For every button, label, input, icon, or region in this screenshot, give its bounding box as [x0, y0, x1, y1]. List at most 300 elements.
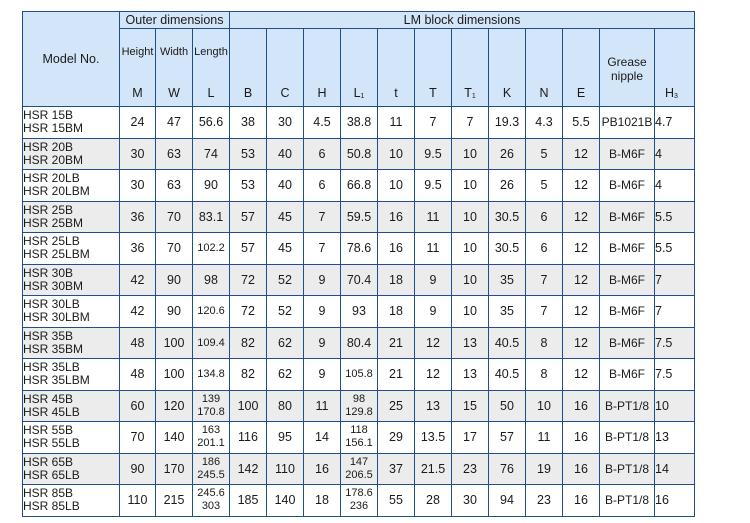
- k-symbol: K: [502, 86, 512, 100]
- l1-cell: [341, 201, 378, 233]
- l-value-line: 303: [201, 500, 221, 513]
- length-cell: [193, 485, 230, 517]
- T-cell: 13: [415, 390, 452, 422]
- w-cell: 120: [156, 390, 193, 422]
- model-cell: [23, 422, 120, 454]
- N-cell: 6: [526, 201, 563, 233]
- model-cell: [23, 296, 120, 328]
- l1-cell: [341, 359, 378, 391]
- model-value-line: HSR 85LB: [23, 499, 80, 514]
- grease-label-line1: Grease: [607, 55, 647, 69]
- h3-cell: 4.7: [655, 107, 695, 139]
- l1-value-line: 38.8: [346, 115, 372, 130]
- length-cell: [193, 233, 230, 265]
- T1-cell: 15: [452, 390, 489, 422]
- h-cell: 16: [304, 453, 341, 485]
- length-cell: [193, 201, 230, 233]
- E-cell: 5.5: [563, 107, 600, 139]
- m-symbol: M: [132, 86, 143, 100]
- T-cell: 11: [415, 201, 452, 233]
- table-row: [23, 138, 695, 170]
- E-cell: 16: [563, 453, 600, 485]
- N-cell: 6: [526, 233, 563, 265]
- l1-cell: [341, 485, 378, 517]
- l1-letter: L: [353, 86, 361, 100]
- h-cell: 9: [304, 296, 341, 328]
- h3-cell: 7.5: [655, 359, 695, 391]
- w-cell: 170: [156, 453, 193, 485]
- l-value-line: 98: [204, 272, 218, 287]
- table-row: [23, 485, 695, 517]
- K-cell: 40.5: [489, 359, 526, 391]
- grease-nipple-cell: B-M6F: [600, 170, 655, 202]
- K-cell: 26: [489, 138, 526, 170]
- E-cell: 16: [563, 390, 600, 422]
- K-cell: 30.5: [489, 201, 526, 233]
- model-value-line: HSR 25BM: [23, 215, 84, 230]
- m-cell: 70: [120, 422, 156, 454]
- E-cell: 12: [563, 359, 600, 391]
- w-cell: 90: [156, 296, 193, 328]
- length-cell: [193, 453, 230, 485]
- l-value-line: 245.6: [197, 487, 225, 500]
- header-column-row: [23, 29, 695, 107]
- outer-dimensions-group-header: Outer dimensions: [120, 12, 230, 29]
- K-cell: 30.5: [489, 233, 526, 265]
- h-cell: 6: [304, 170, 341, 202]
- h-header: [304, 29, 341, 107]
- width-label: Width: [159, 46, 189, 58]
- header-group-row: [23, 12, 695, 29]
- model-value-line: HSR 15BM: [23, 121, 84, 136]
- model-cell: [23, 138, 120, 170]
- N-cell: 10: [526, 390, 563, 422]
- w-cell: 140: [156, 422, 193, 454]
- t-cell: 25: [378, 390, 415, 422]
- N-cell: 8: [526, 327, 563, 359]
- t-cell: 18: [378, 264, 415, 296]
- l-value-line: 56.6: [198, 115, 224, 130]
- l-value-line: 109.4: [197, 336, 225, 349]
- T1-letter: T: [464, 86, 472, 100]
- l1-cell: [341, 138, 378, 170]
- l1-symbol: [341, 86, 377, 100]
- model-cell: [23, 107, 120, 139]
- model-value-line: HSR 55B: [23, 423, 74, 438]
- l1-cell: [341, 327, 378, 359]
- T-cell: 9.5: [415, 138, 452, 170]
- h3-letter: H: [665, 86, 675, 100]
- h-cell: 14: [304, 422, 341, 454]
- model-value-line: HSR 35LBM: [23, 373, 90, 388]
- l-value-line: 186: [201, 455, 221, 468]
- w-cell: 100: [156, 359, 193, 391]
- model-column-header: Model No.: [23, 12, 120, 107]
- t-cell: 10: [378, 170, 415, 202]
- h-cell: 9: [304, 327, 341, 359]
- c-cell: 40: [267, 138, 304, 170]
- l1-value-line: 147: [349, 455, 369, 468]
- length-cell: [193, 170, 230, 202]
- E-cell: 12: [563, 138, 600, 170]
- T-cell: 12: [415, 359, 452, 391]
- h3-cell: 5.5: [655, 201, 695, 233]
- model-cell: [23, 201, 120, 233]
- l-value-line: 134.8: [197, 368, 225, 381]
- m-cell: 42: [120, 264, 156, 296]
- table-row: [23, 422, 695, 454]
- c-cell: 45: [267, 201, 304, 233]
- c-cell: 140: [267, 485, 304, 517]
- grease-nipple-cell: PB1021B: [600, 107, 655, 139]
- m-cell: 42: [120, 296, 156, 328]
- table-row: [23, 453, 695, 485]
- table-row: [23, 264, 695, 296]
- l1-value-line: 98: [352, 392, 366, 405]
- m-cell: 48: [120, 359, 156, 391]
- h3-cell: 4: [655, 138, 695, 170]
- T1-symbol: [452, 86, 488, 100]
- h-cell: 18: [304, 485, 341, 517]
- model-cell: [23, 390, 120, 422]
- model-value-line: HSR 35LB: [23, 360, 80, 375]
- model-value-line: HSR 65B: [23, 454, 74, 469]
- m-cell: 48: [120, 327, 156, 359]
- T1-cell: 30: [452, 485, 489, 517]
- t-cell: 16: [378, 233, 415, 265]
- T-symbol: T: [429, 86, 437, 100]
- l-symbol: L: [207, 86, 215, 100]
- c-cell: 40: [267, 170, 304, 202]
- h-cell: 7: [304, 201, 341, 233]
- T-cell: 9: [415, 264, 452, 296]
- T1-subscript: 1: [471, 93, 476, 100]
- l-value-line: 102.2: [197, 242, 225, 255]
- grease-nipple-cell: B-M6F: [600, 201, 655, 233]
- h3-cell: 7: [655, 296, 695, 328]
- h3-header: [655, 29, 695, 107]
- K-cell: 19.3: [489, 107, 526, 139]
- T1-cell: 23: [452, 453, 489, 485]
- l1-cell: [341, 264, 378, 296]
- grease-nipple-cell: B-M6F: [600, 233, 655, 265]
- T-cell: 11: [415, 233, 452, 265]
- h-cell: 11: [304, 390, 341, 422]
- b-cell: 100: [230, 390, 267, 422]
- h3-cell: 4: [655, 170, 695, 202]
- n-symbol: N: [539, 86, 549, 100]
- k-header: [489, 29, 526, 107]
- m-cell: 110: [120, 485, 156, 517]
- l1-value-line: 59.5: [346, 209, 372, 224]
- c-cell: 62: [267, 359, 304, 391]
- h-cell: 6: [304, 138, 341, 170]
- model-value-line: HSR 65LB: [23, 467, 80, 482]
- E-cell: 16: [563, 485, 600, 517]
- table-row: [23, 233, 695, 265]
- h3-cell: 7: [655, 264, 695, 296]
- c-cell: 80: [267, 390, 304, 422]
- m-cell: 24: [120, 107, 156, 139]
- grease-nipple-cell: B-M6F: [600, 327, 655, 359]
- c-cell: 62: [267, 327, 304, 359]
- h-cell: 4.5: [304, 107, 341, 139]
- model-value-line: HSR 85B: [23, 486, 74, 501]
- c-cell: 95: [267, 422, 304, 454]
- l-value-line: 245.5: [197, 468, 225, 481]
- c-cell: 45: [267, 233, 304, 265]
- h3-cell: 14: [655, 453, 695, 485]
- l1-cell: [341, 170, 378, 202]
- l1-value-line: 93: [352, 304, 366, 319]
- E-cell: 16: [563, 422, 600, 454]
- l1-cell: [341, 107, 378, 139]
- l-value-line: 120.6: [197, 305, 225, 318]
- N-cell: 5: [526, 138, 563, 170]
- table-row: [23, 296, 695, 328]
- length-cell: [193, 390, 230, 422]
- b-cell: 116: [230, 422, 267, 454]
- t-cell: 11: [378, 107, 415, 139]
- w-cell: 47: [156, 107, 193, 139]
- model-value-line: HSR 15B: [23, 108, 74, 123]
- length-cell: [193, 359, 230, 391]
- t-header: [378, 29, 415, 107]
- length-cell: [193, 422, 230, 454]
- N-cell: 23: [526, 485, 563, 517]
- T1-cell: 13: [452, 327, 489, 359]
- T1-cell: 17: [452, 422, 489, 454]
- grease-nipple-header: [600, 29, 655, 107]
- width-header: [156, 29, 193, 107]
- b-cell: 72: [230, 296, 267, 328]
- model-value-line: HSR 20BM: [23, 152, 84, 167]
- t-cell: 10: [378, 138, 415, 170]
- t-cell: 16: [378, 201, 415, 233]
- l-value-line: 90: [204, 178, 218, 193]
- t-cell: 29: [378, 422, 415, 454]
- b-cell: 57: [230, 233, 267, 265]
- E-cell: 12: [563, 170, 600, 202]
- E-cell: 12: [563, 264, 600, 296]
- model-value-line: HSR 55LB: [23, 436, 80, 451]
- T-cell: 28: [415, 485, 452, 517]
- h-cell: 9: [304, 264, 341, 296]
- T1-cell: 10: [452, 264, 489, 296]
- length-header: [193, 29, 230, 107]
- b-cell: 82: [230, 359, 267, 391]
- l1-cell: [341, 296, 378, 328]
- h3-symbol: [655, 86, 694, 100]
- t-symbol: t: [394, 86, 398, 100]
- m-cell: 30: [120, 138, 156, 170]
- l1-header: [341, 29, 378, 107]
- l1-cell: [341, 422, 378, 454]
- l1-cell: [341, 233, 378, 265]
- l-value-line: 170.8: [197, 405, 225, 418]
- table-row: [23, 107, 695, 139]
- h3-cell: 5.5: [655, 233, 695, 265]
- N-cell: 8: [526, 359, 563, 391]
- w-cell: 70: [156, 201, 193, 233]
- model-value-line: HSR 25LBM: [23, 247, 90, 262]
- l-value-line: 74: [204, 146, 218, 161]
- b-cell: 57: [230, 201, 267, 233]
- b-cell: 142: [230, 453, 267, 485]
- model-value-line: HSR 20LBM: [23, 184, 90, 199]
- height-header: [120, 29, 156, 107]
- b-cell: 72: [230, 264, 267, 296]
- model-cell: [23, 327, 120, 359]
- l1-subscript: 1: [360, 93, 365, 100]
- N-cell: 7: [526, 264, 563, 296]
- T-cell: 13.5: [415, 422, 452, 454]
- N-cell: 4.3: [526, 107, 563, 139]
- height-label: Height: [121, 46, 154, 58]
- model-cell: [23, 485, 120, 517]
- grease-nipple-cell: B-M6F: [600, 359, 655, 391]
- length-cell: [193, 138, 230, 170]
- N-cell: 5: [526, 170, 563, 202]
- b-cell: 53: [230, 170, 267, 202]
- T-cell: 7: [415, 107, 452, 139]
- model-value-line: HSR 45B: [23, 391, 74, 406]
- K-cell: 35: [489, 296, 526, 328]
- T1-cell: 10: [452, 233, 489, 265]
- grease-label-line2: nipple: [610, 69, 644, 83]
- model-cell: [23, 264, 120, 296]
- model-cell: [23, 453, 120, 485]
- N-cell: 19: [526, 453, 563, 485]
- grease-nipple-cell: B-M6F: [600, 138, 655, 170]
- c-cell: 52: [267, 296, 304, 328]
- t-cell: 21: [378, 327, 415, 359]
- model-value-line: HSR 30LBM: [23, 310, 90, 325]
- model-value-line: HSR 30LB: [23, 297, 80, 312]
- N-cell: 11: [526, 422, 563, 454]
- h3-cell: 10: [655, 390, 695, 422]
- w-cell: 215: [156, 485, 193, 517]
- l1-value-line: 156.1: [345, 437, 373, 450]
- K-cell: 94: [489, 485, 526, 517]
- l1-value-line: 236: [349, 500, 369, 513]
- b-cell: 53: [230, 138, 267, 170]
- E-cell: 12: [563, 327, 600, 359]
- h3-subscript: 3: [674, 93, 678, 100]
- K-cell: 57: [489, 422, 526, 454]
- model-value-line: HSR 25LB: [23, 234, 80, 249]
- c-header: [267, 29, 304, 107]
- table-header: [23, 12, 695, 107]
- table-row: [23, 359, 695, 391]
- model-value-line: HSR 45LB: [23, 404, 80, 419]
- grease-nipple-cell: B-M6F: [600, 264, 655, 296]
- t-cell: 21: [378, 359, 415, 391]
- h3-cell: 7.5: [655, 327, 695, 359]
- l1-value-line: 206.5: [345, 468, 373, 481]
- model-value-line: HSR 35B: [23, 328, 74, 343]
- l-value-line: 83.1: [198, 209, 224, 224]
- l1-cell: [341, 390, 378, 422]
- b-symbol: B: [243, 86, 253, 100]
- m-cell: 36: [120, 233, 156, 265]
- t-cell: 55: [378, 485, 415, 517]
- T1-cell: 10: [452, 138, 489, 170]
- c-symbol: C: [280, 86, 290, 100]
- w-cell: 63: [156, 170, 193, 202]
- w-cell: 70: [156, 233, 193, 265]
- table-row: [23, 170, 695, 202]
- E-cell: 12: [563, 201, 600, 233]
- length-cell: [193, 107, 230, 139]
- c-cell: 30: [267, 107, 304, 139]
- T1-cell: 7: [452, 107, 489, 139]
- n-header: [526, 29, 563, 107]
- N-cell: 7: [526, 296, 563, 328]
- h3-cell: 13: [655, 422, 695, 454]
- b-cell: 82: [230, 327, 267, 359]
- l1-value-line: 105.8: [345, 368, 373, 381]
- l1-value-line: 129.8: [345, 405, 373, 418]
- l1-cell: [341, 453, 378, 485]
- b-cell: 185: [230, 485, 267, 517]
- grease-nipple-cell: B-M6F: [600, 296, 655, 328]
- K-cell: 26: [489, 170, 526, 202]
- e-header: [563, 29, 600, 107]
- model-cell: [23, 359, 120, 391]
- table-row: [23, 327, 695, 359]
- l1-value-line: 118: [350, 424, 368, 437]
- b-cell: 38: [230, 107, 267, 139]
- T-cell: 9: [415, 296, 452, 328]
- model-cell: [23, 233, 120, 265]
- grease-nipple-cell: B-PT1/8: [600, 453, 655, 485]
- model-value-line: HSR 25B: [23, 202, 74, 217]
- T-cell: 21.5: [415, 453, 452, 485]
- t-cell: 18: [378, 296, 415, 328]
- table-row: [23, 390, 695, 422]
- l1-value-line: 50.8: [346, 146, 372, 161]
- T1-header: [452, 29, 489, 107]
- T1-cell: 13: [452, 359, 489, 391]
- model-value-line: HSR 35BM: [23, 341, 84, 356]
- T1-cell: 10: [452, 170, 489, 202]
- model-cell: [23, 170, 120, 202]
- m-cell: 60: [120, 390, 156, 422]
- T-cell: 9.5: [415, 170, 452, 202]
- h-cell: 7: [304, 233, 341, 265]
- length-cell: [193, 327, 230, 359]
- E-cell: 12: [563, 233, 600, 265]
- model-value-line: HSR 20LB: [23, 171, 80, 186]
- m-cell: 30: [120, 170, 156, 202]
- w-cell: 63: [156, 138, 193, 170]
- t-cell: 37: [378, 453, 415, 485]
- length-cell: [193, 296, 230, 328]
- l1-value-line: 178.6: [345, 487, 373, 500]
- w-symbol: W: [168, 86, 180, 100]
- model-value-line: HSR 30B: [23, 265, 74, 280]
- l1-value-line: 66.8: [346, 178, 372, 193]
- l-value-line: 139: [201, 392, 221, 405]
- l-value-line: 163: [201, 424, 221, 437]
- h-symbol: H: [317, 86, 327, 100]
- e-symbol: E: [576, 86, 586, 100]
- grease-nipple-cell: B-PT1/8: [600, 485, 655, 517]
- c-cell: 52: [267, 264, 304, 296]
- l1-value-line: 70.4: [346, 272, 372, 287]
- E-cell: 12: [563, 296, 600, 328]
